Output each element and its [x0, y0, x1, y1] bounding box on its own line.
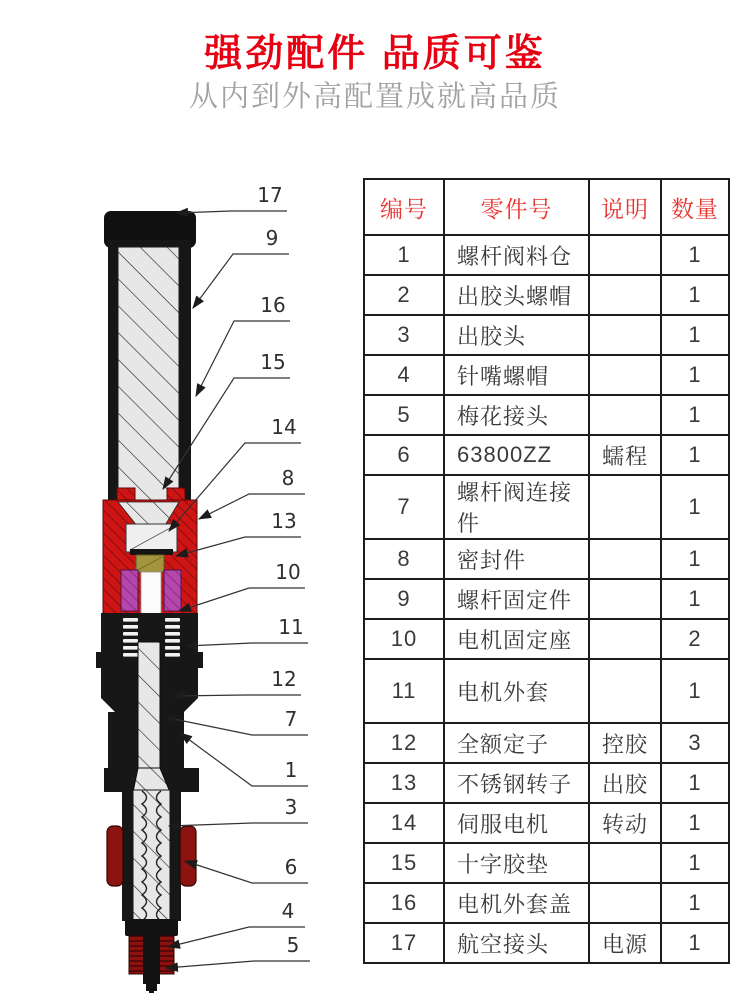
callout-1 [180, 733, 308, 786]
callout-number: 11 [278, 615, 304, 639]
cell-part: 螺杆阀料仓 [444, 235, 589, 275]
table-row [364, 763, 729, 803]
cell-no: 3 [364, 315, 444, 355]
cell-qty: 1 [661, 355, 729, 395]
cell-no: 16 [364, 883, 444, 923]
cell-part: 出胶头 [444, 315, 589, 355]
cell-qty: 1 [661, 883, 729, 923]
cell-note: 控胶 [589, 723, 661, 763]
callout-17 [176, 183, 287, 213]
callout-11 [186, 615, 308, 646]
cell-no: 1 [364, 235, 444, 275]
cell-note: 出胶 [589, 763, 661, 803]
cell-no: 7 [364, 475, 444, 539]
cell-part: 螺杆固定件 [444, 579, 589, 619]
cell-no: 12 [364, 723, 444, 763]
cell-part: 出胶头螺帽 [444, 275, 589, 315]
cell-part: 航空接头 [444, 923, 589, 963]
table-row [364, 395, 729, 435]
cell-qty: 1 [661, 275, 729, 315]
cell-qty: 1 [661, 475, 729, 539]
table-row [364, 475, 729, 539]
callout-3 [169, 795, 308, 826]
cell-no: 9 [364, 579, 444, 619]
cell-note [589, 883, 661, 923]
cell-note [589, 539, 661, 579]
page-title: 强劲配件 品质可鉴 [204, 33, 546, 75]
table-row [364, 355, 729, 395]
cell-part: 伺服电机 [444, 803, 589, 843]
callout-number: 13 [271, 509, 297, 533]
callout-number: 4 [281, 899, 295, 923]
callout-number: 10 [275, 560, 301, 584]
cell-qty: 1 [661, 923, 729, 963]
cell-note: 蠕程 [589, 435, 661, 475]
table-row [364, 923, 729, 963]
cell-no: 10 [364, 619, 444, 659]
cell-qty: 1 [661, 435, 729, 475]
callout-number: 15 [260, 350, 286, 374]
nozzle-section [125, 919, 178, 993]
cell-part: 密封件 [444, 539, 589, 579]
parts-table [363, 178, 730, 964]
cell-qty: 1 [661, 763, 729, 803]
screw-barrel-section [107, 790, 196, 921]
cell-note [589, 843, 661, 883]
callout-5 [166, 933, 310, 968]
cell-note [589, 619, 661, 659]
cell-qty: 1 [661, 659, 729, 723]
callout-number: 6 [284, 855, 298, 879]
cell-qty: 1 [661, 803, 729, 843]
cell-no: 8 [364, 539, 444, 579]
table-row [364, 619, 729, 659]
callout-number: 16 [260, 293, 286, 317]
callout-10 [179, 560, 305, 611]
table-row [364, 883, 729, 923]
callout-7 [164, 707, 308, 735]
cell-part: 螺杆阀连接件 [444, 475, 589, 539]
table-row [364, 843, 729, 883]
cell-qty: 1 [661, 315, 729, 355]
cell-part: 63800ZZ [444, 435, 589, 475]
callout-number: 1 [284, 758, 298, 782]
cell-qty: 1 [661, 539, 729, 579]
callout-number: 8 [281, 466, 295, 490]
cell-note [589, 315, 661, 355]
cell-no: 15 [364, 843, 444, 883]
cell-part: 针嘴螺帽 [444, 355, 589, 395]
cell-no: 14 [364, 803, 444, 843]
callout-number: 12 [271, 667, 297, 691]
cell-no: 4 [364, 355, 444, 395]
table-row [364, 803, 729, 843]
callout-number: 17 [257, 183, 283, 207]
cell-part: 全额定子 [444, 723, 589, 763]
callout-number: 7 [284, 707, 298, 731]
cell-qty: 2 [661, 619, 729, 659]
table-row [364, 315, 729, 355]
page-subtitle: 从内到外高配置成就高品质 [188, 81, 561, 113]
cell-note [589, 355, 661, 395]
cell-note [589, 659, 661, 723]
callout-4 [168, 899, 305, 947]
cell-note [589, 235, 661, 275]
cell-qty: 1 [661, 579, 729, 619]
cell-part: 梅花接头 [444, 395, 589, 435]
callout-number: 5 [286, 933, 300, 957]
column-header-3: 数量 [661, 179, 729, 235]
cell-no: 11 [364, 659, 444, 723]
cell-part: 十字胶垫 [444, 843, 589, 883]
column-header-2: 说明 [589, 179, 661, 235]
cell-part: 电机固定座 [444, 619, 589, 659]
cell-note: 转动 [589, 803, 661, 843]
cell-qty: 1 [661, 395, 729, 435]
cell-note [589, 475, 661, 539]
callout-number: 9 [265, 226, 279, 250]
table-row [364, 579, 729, 619]
cell-no: 13 [364, 763, 444, 803]
table-row [364, 539, 729, 579]
cell-note [589, 395, 661, 435]
cell-qty: 1 [661, 235, 729, 275]
cell-no: 6 [364, 435, 444, 475]
cell-part: 不锈钢转子 [444, 763, 589, 803]
table-row [364, 723, 729, 763]
cell-no: 17 [364, 923, 444, 963]
callout-number: 14 [271, 415, 297, 439]
cell-part: 电机外套 [444, 659, 589, 723]
cell-part: 电机外套盖 [444, 883, 589, 923]
cell-qty: 1 [661, 843, 729, 883]
callout-6 [185, 855, 308, 883]
column-header-0: 编号 [364, 179, 444, 235]
motor-housing-section [96, 613, 203, 792]
table-row [364, 275, 729, 315]
cell-note: 电源 [589, 923, 661, 963]
cell-no: 5 [364, 395, 444, 435]
table-row [364, 235, 729, 275]
table-row [364, 659, 729, 723]
table-row [364, 435, 729, 475]
column-header-1: 零件号 [444, 179, 589, 235]
cell-no: 2 [364, 275, 444, 315]
table-header-row [364, 179, 729, 235]
cell-note [589, 579, 661, 619]
cell-note [589, 275, 661, 315]
callout-number: 3 [284, 795, 298, 819]
cell-qty: 3 [661, 723, 729, 763]
callout-16 [196, 293, 290, 396]
